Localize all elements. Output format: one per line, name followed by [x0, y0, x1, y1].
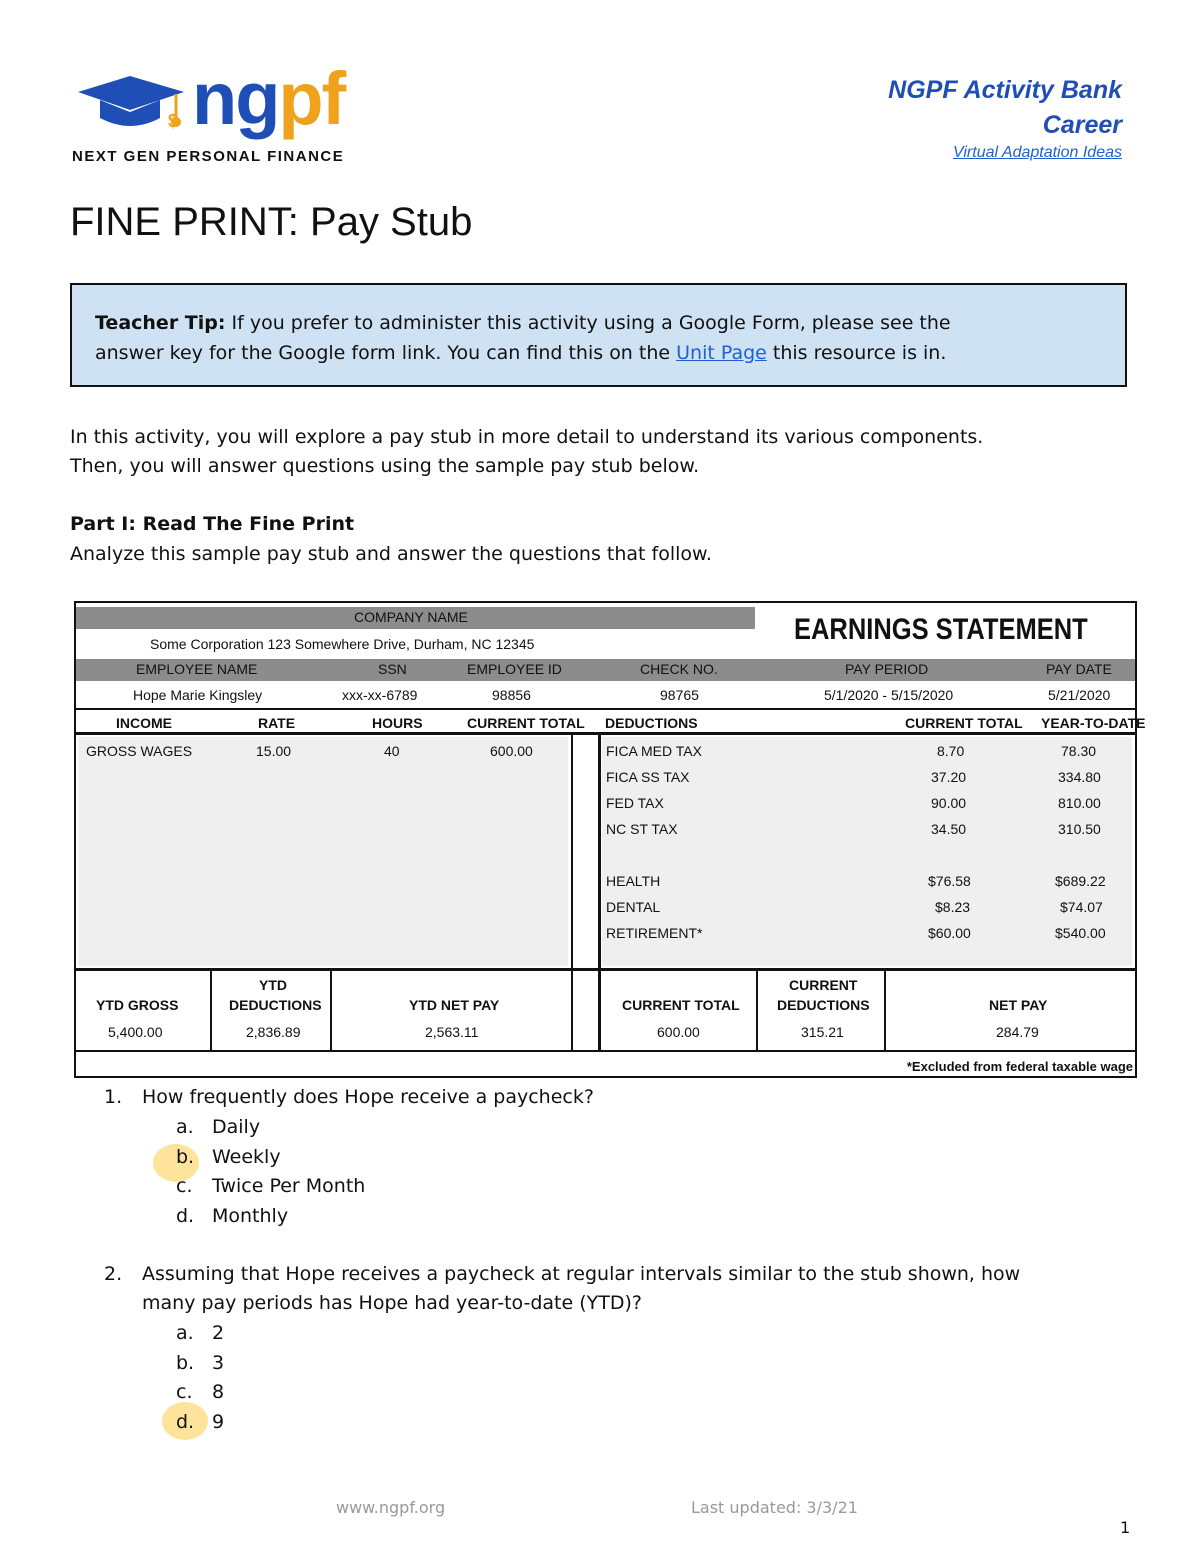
employee-id-value: 98856	[492, 687, 531, 703]
teacher-tip-text2: answer key for the Google form link. You can find this on the	[95, 342, 677, 364]
deduction-name: FICA SS TAX	[606, 769, 690, 785]
ded-current-total-col-header: CURRENT TOTAL	[905, 715, 1023, 731]
ytd-col-header: YEAR-TO-DATE	[1041, 715, 1146, 731]
deduction-name: FED TAX	[606, 795, 664, 811]
category-title: Career	[1042, 111, 1122, 139]
deduction-current: 90.00	[931, 795, 967, 811]
pay-stub	[74, 601, 1146, 1078]
pay-date-value: 5/21/2020	[1048, 687, 1111, 703]
pay-period-value: 5/1/2020 - 5/15/2020	[824, 687, 954, 703]
logo-subtitle: NEXT GEN PERSONAL FINANCE	[72, 148, 345, 165]
page-title: FINE PRINT: Pay Stub	[70, 200, 473, 244]
option-letter: c.	[176, 1175, 193, 1197]
teacher-tip-label: Teacher Tip:	[95, 312, 226, 334]
logo-pf: pf	[278, 57, 345, 140]
unit-page-link[interactable]: Unit Page	[676, 342, 767, 364]
deduction-ytd: $689.22	[1055, 873, 1106, 889]
deduction-name: NC ST TAX	[606, 821, 678, 837]
income-current-total: 600.00	[490, 743, 533, 759]
rate-col-header: RATE	[258, 715, 296, 731]
deduction-name: HEALTH	[606, 873, 661, 889]
deduction-ytd: 78.30	[1061, 743, 1097, 759]
employee-name-header: EMPLOYEE NAME	[136, 661, 258, 677]
virtual-adaptation-link[interactable]: Virtual Adaptation Ideas	[952, 144, 1122, 161]
option-letter: a.	[176, 1322, 194, 1344]
intro-line2: Then, you will answer questions using the sample pay stub below.	[70, 455, 700, 477]
question-text: How frequently does Hope receive a paycheck?	[142, 1086, 594, 1108]
option-letter: b.	[176, 1146, 195, 1168]
option-text: 8	[212, 1381, 225, 1403]
option-letter: d.	[176, 1205, 195, 1227]
footnote: *Excluded from federal taxable wage	[906, 1059, 1133, 1074]
footer-website[interactable]: www.ngpf.org	[336, 1498, 446, 1517]
header-right	[888, 76, 1122, 162]
option-letter: c.	[176, 1381, 193, 1403]
current-total-label: CURRENT TOTAL	[622, 997, 740, 1013]
deduction-current: $8.23	[935, 899, 971, 915]
ytd-deductions-value: 2,836.89	[246, 1024, 301, 1040]
current-total-col-header: CURRENT TOTAL	[467, 715, 585, 731]
deduction-current: 8.70	[937, 743, 965, 759]
current-deductions-label1: CURRENT	[789, 977, 858, 993]
current-deductions-label2: DEDUCTIONS	[777, 997, 870, 1013]
deduction-ytd: 334.80	[1058, 769, 1101, 785]
deduction-ytd: 810.00	[1058, 795, 1101, 811]
option-letter: b.	[176, 1352, 195, 1374]
teacher-tip-box	[70, 283, 1127, 387]
net-pay-value: 284.79	[996, 1024, 1039, 1040]
ssn-header: SSN	[378, 661, 407, 677]
deduction-name: FICA MED TAX	[606, 743, 702, 759]
question-text: Assuming that Hope receives a paycheck at regular intervals similar to the stub shown, how	[142, 1263, 1021, 1285]
question-text-line2: many pay periods has Hope had year-to-date (YTD)?	[142, 1292, 642, 1314]
option-text: 2	[212, 1322, 225, 1344]
footer-updated: Last updated: 3/3/21	[691, 1498, 858, 1517]
deduction-name: RETIREMENT*	[606, 925, 703, 941]
deduction-ytd: $74.07	[1060, 899, 1103, 915]
ytd-deductions-label1: YTD	[259, 977, 287, 993]
logo-ng: ng	[192, 57, 279, 140]
page-number: 1	[1120, 1518, 1131, 1537]
check-no-value: 98765	[660, 687, 699, 703]
earnings-statement-title: EARNINGS STATEMENT	[794, 613, 1088, 646]
svg-text:$: $	[168, 111, 179, 131]
option-letter: a.	[176, 1116, 194, 1138]
deduction-ytd: $540.00	[1055, 925, 1106, 941]
option-text: Monthly	[212, 1205, 289, 1227]
intro-line1: In this activity, you will explore a pay stub in more detail to understand its various components.	[70, 426, 984, 448]
question-number: 2.	[104, 1263, 123, 1285]
company-name-label: COMPANY NAME	[354, 609, 468, 625]
option-text: 9	[212, 1411, 225, 1433]
deduction-current: 34.50	[931, 821, 967, 837]
company-value: Some Corporation 123 Somewhere Drive, Durham, NC 12345	[150, 636, 535, 652]
ytd-gross-label: YTD GROSS	[96, 997, 179, 1013]
option-text: Twice Per Month	[212, 1175, 366, 1197]
intro-paragraph	[70, 423, 983, 481]
current-total-value: 600.00	[657, 1024, 700, 1040]
teacher-tip-text3: this resource is in.	[766, 342, 947, 364]
hours-value: 40	[384, 743, 400, 759]
activity-bank-title: NGPF Activity Bank	[888, 76, 1122, 104]
teacher-tip-text1: If you prefer to administer this activity using a Google Form, please see the	[225, 312, 951, 334]
deduction-name: DENTAL	[606, 899, 661, 915]
employee-name-value: Hope Marie Kingsley	[133, 687, 263, 703]
rate-value: 15.00	[256, 743, 292, 759]
ytd-net-pay-label: YTD NET PAY	[409, 997, 500, 1013]
ytd-deductions-label2: DEDUCTIONS	[229, 997, 322, 1013]
ytd-gross-value: 5,400.00	[108, 1024, 163, 1040]
ytd-net-pay-value: 2,563.11	[425, 1024, 479, 1040]
part1-heading: Part I: Read The Fine Print	[70, 513, 355, 535]
pay-date-header: PAY DATE	[1046, 661, 1112, 677]
question-number: 1.	[104, 1086, 123, 1108]
deduction-current: $60.00	[928, 925, 971, 941]
option-text: Weekly	[212, 1146, 281, 1168]
graduation-cap-icon	[72, 72, 192, 142]
deduction-ytd: 310.50	[1058, 821, 1101, 837]
pay-period-header: PAY PERIOD	[845, 661, 929, 677]
gross-wages-label: GROSS WAGES	[86, 743, 193, 759]
option-letter: d.	[176, 1411, 195, 1433]
hours-col-header: HOURS	[372, 715, 423, 731]
net-pay-label: NET PAY	[989, 997, 1048, 1013]
deduction-current: 37.20	[931, 769, 967, 785]
current-deductions-value: 315.21	[801, 1024, 844, 1040]
check-no-header: CHECK NO.	[640, 661, 718, 677]
part1-instruction: Analyze this sample pay stub and answer the questions that follow.	[70, 543, 712, 565]
deduction-current: $76.58	[928, 873, 971, 889]
income-col-header: INCOME	[116, 715, 172, 731]
deductions-col-header: DEDUCTIONS	[605, 715, 698, 731]
employee-id-header: EMPLOYEE ID	[467, 661, 562, 677]
ssn-value: xxx-xx-6789	[342, 687, 418, 703]
option-text: Daily	[212, 1116, 261, 1138]
ngpf-logo	[72, 57, 372, 172]
option-text: 3	[212, 1352, 225, 1374]
